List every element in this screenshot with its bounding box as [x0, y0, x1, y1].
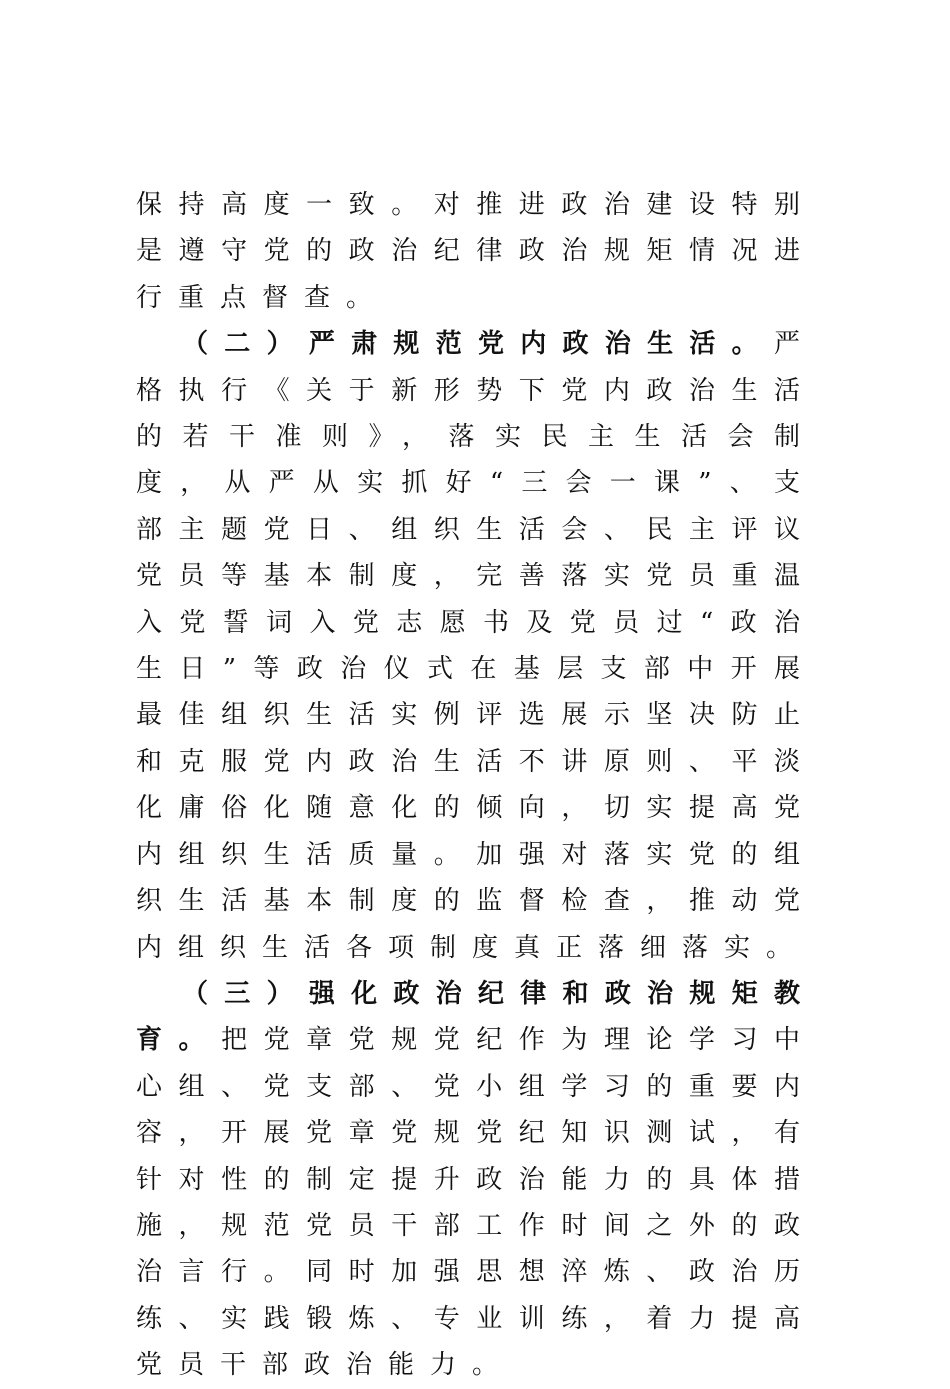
document-body	[136, 182, 816, 1389]
paragraph-discipline-education	[136, 971, 816, 1389]
paragraph-text: 把党章党规党纪作为理论学习中心组、党支部、党小组学习的重要内容，开展党章党规党纪知识测试，有针对性的制定提升政治能力的具体措施，规范党员干部工作时间之外的政治言行。同时加强思想淬炼、政治历练、实践锻炼、专业训练，着力提高党员干部政治能力。	[136, 1025, 816, 1381]
paragraph-political-life	[136, 321, 816, 971]
section-heading-3: （三）强化政治纪律和政治规矩教育。	[136, 978, 816, 1056]
paragraph-text: 保持高度一致。对推进政治建设特别是遵守党的政治纪律政治规矩情况进行重点督查。	[136, 190, 816, 313]
section-heading-2: （二）严肃规范党内政治生活。	[182, 329, 774, 360]
paragraph-continuation	[136, 182, 816, 321]
paragraph-text: 严格执行《关于新形势下党内政治生活的若干准则》，落实民主生活会制度，从严从实抓好“三会一课”、支部主题党日、组织生活会、民主评议党员等基本制度，完善落实党员重温入党誓词入党志愿书及党员过“政治生日”等政治仪式在基层支部中开展最佳组织生活实例评选展示坚决防止和克服党内政治生活不讲原则、平淡化庸俗化随意化的倾向，切实提高党内组织生活质量。加强对落实党的组织生活基本制度的监督检查，推动党内组织生活各项制度真正落细落实。	[136, 329, 816, 963]
